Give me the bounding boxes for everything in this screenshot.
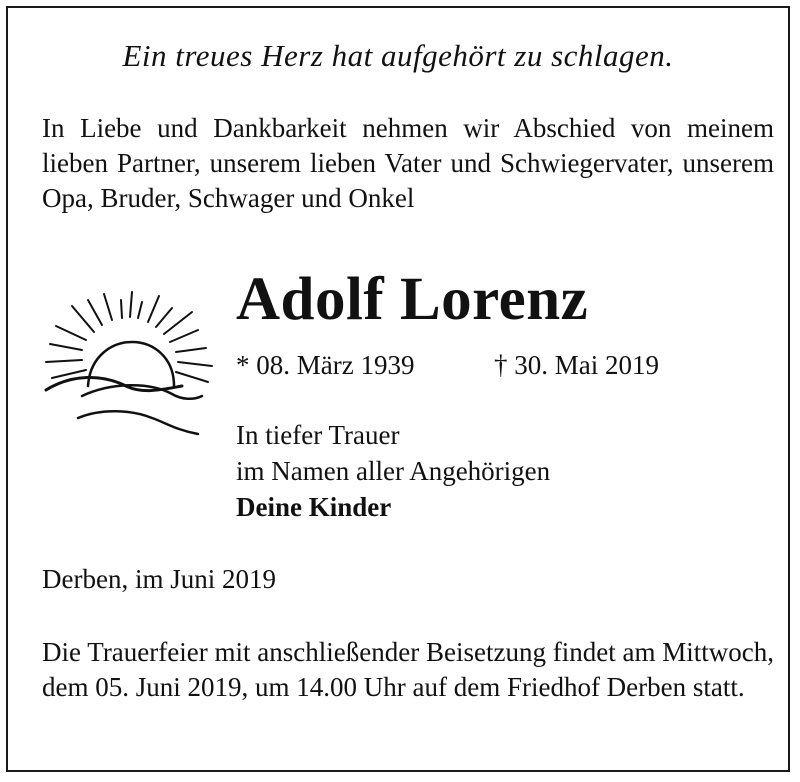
mourning-line-1: In tiefer Trauer: [236, 420, 400, 450]
intro-text: In Liebe und Dankbarkeit nehmen wir Abschied von meinem lieben Partner, unserem lieben Vater und Schwiegervater, unserem Opa, Bruder, Schwager und Onkel: [42, 113, 774, 213]
mourning-line-2: im Namen aller Angehörigen: [236, 456, 551, 486]
setting-sun-over-hills-icon: [42, 290, 218, 440]
signer: Deine Kinder: [236, 492, 392, 522]
mourning-block: [236, 417, 550, 525]
death-date: † 30. Mai 2019: [494, 350, 659, 380]
service-info: Die Trauerfeier mit anschließender Beisetzung findet am Mittwoch, dem 05. Juni 2019, um 14.00 Uhr auf dem Friedhof Derben statt.: [42, 637, 774, 702]
deceased-name: Adolf Lorenz: [236, 266, 589, 333]
life-dates: [236, 348, 659, 382]
obituary-frame: [6, 6, 790, 772]
motto: Ein treues Herz hat aufgehört zu schlagen.: [122, 38, 674, 73]
place-date: Derben, im Juni 2019: [42, 564, 276, 594]
birth-date: * 08. März 1939: [236, 350, 415, 380]
